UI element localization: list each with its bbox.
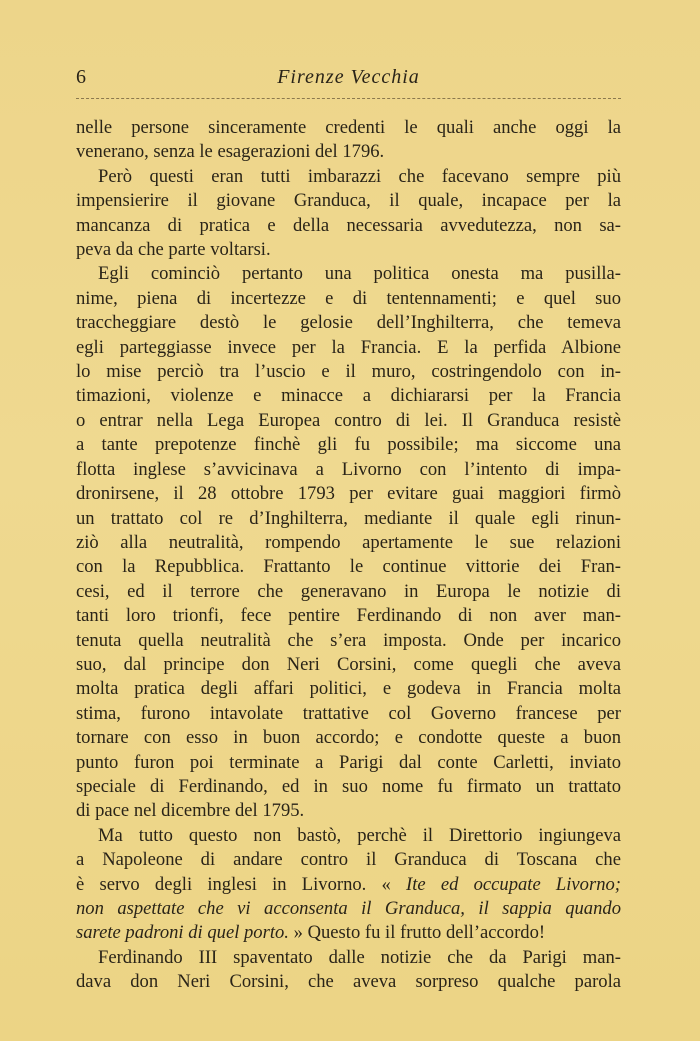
text-line: o entrar nella Lega Europea contro di lei. Il Granduca resistè xyxy=(76,409,621,431)
paragraph-2 xyxy=(76,165,621,263)
header-rule xyxy=(76,98,621,99)
text-line: con la Repubblica. Frattanto le continue vittorie dei Fran- xyxy=(76,556,621,578)
text-line: tanti loro trionfi, fece pentire Ferdinando di non aver man- xyxy=(76,605,621,627)
text-line: a tante prepotenze finchè gli fu possibile; ma siccome una xyxy=(76,434,621,456)
running-title: Firenze Vecchia xyxy=(277,66,420,88)
text-line: timazioni, violenze e minacce a dichiararsi per la Francia xyxy=(76,385,621,407)
text-line: punto furon poi terminate a Parigi dal conte Carletti, inviato xyxy=(76,751,621,773)
text-line: egli parteggiasse invece per la Francia. E la perfida Albione xyxy=(76,336,621,358)
text-line: tornare con esso in buon accordo; e condotte queste a buon xyxy=(76,727,621,749)
text-line: speciale di Ferdinando, ed in suo nome fu firmato un trattato xyxy=(76,775,621,797)
text-segment: » Questo fu il frutto dell’accordo! xyxy=(293,922,546,944)
text-line: un trattato col re d’Inghilterra, mediante il quale egli rinun- xyxy=(76,507,621,529)
text-line: lo mise perciò tra l’uscio e il muro, costringendolo con in- xyxy=(76,361,621,383)
text-line: Egli cominciò pertanto una politica onesta ma pusilla- xyxy=(98,263,621,285)
text-line: Ferdinando III spaventato dalle notizie che da Parigi man- xyxy=(98,946,621,968)
paragraph-1 xyxy=(76,116,621,165)
text-segment: è servo degli inglesi in Livorno. « xyxy=(76,873,391,895)
paragraph-5 xyxy=(76,946,621,995)
text-line: di pace nel dicembre del 1795. xyxy=(76,800,305,822)
text-line: molta pratica degli affari politici, e godeva in Francia molta xyxy=(76,678,621,700)
text-line: ziò alla neutralità, rompendo apertamente le sue relazioni xyxy=(76,531,621,553)
text-line: mancanza di pratica e della necessaria avvedutezza, non sa- xyxy=(76,214,621,236)
text-line xyxy=(76,873,621,897)
page-number: 6 xyxy=(76,66,87,88)
quotation-italic: non aspettate che vi acconsenta il Granduca, il sappia quando xyxy=(76,898,621,919)
quotation-italic: sarete padroni di quel porto. xyxy=(76,922,289,944)
text-line: Però questi eran tutti imbarazzi che facevano sempre più xyxy=(98,165,621,187)
text-line: suo, dal principe don Neri Corsini, come quegli che aveva xyxy=(76,653,621,675)
paragraph-3 xyxy=(76,262,621,823)
text-line xyxy=(76,897,621,921)
text-line: traccheggiare destò le gelosie dell’Inghilterra, che temeva xyxy=(76,312,621,334)
quotation-italic: Ite ed occupate Livorno; xyxy=(406,873,621,895)
text-line: stima, furono intavolate trattative col Governo francese per xyxy=(76,702,621,724)
text-line: cesi, ed il terrore che generavano in Europa le notizie di xyxy=(76,580,621,602)
text-line: dava don Neri Corsini, che aveva sorpreso qualche parola xyxy=(76,971,621,993)
paragraph-4 xyxy=(76,824,621,946)
page-header xyxy=(76,64,621,98)
text-line: peva da che parte voltarsi. xyxy=(76,239,271,261)
text-line: dronirsene, il 28 ottobre 1793 per evitare guai maggiori firmò xyxy=(76,483,621,505)
text-line: Ma tutto questo non bastò, perchè il Direttorio ingiungeva xyxy=(98,824,621,846)
text-line: nelle persone sinceramente credenti le quali anche oggi la xyxy=(76,117,621,138)
body-text xyxy=(76,116,621,995)
text-line: nime, piena di incertezze e di tentennamenti; e quel suo xyxy=(76,287,621,309)
text-line: venerano, senza le esagerazioni del 1796. xyxy=(76,141,385,163)
text-line xyxy=(76,921,621,945)
text-line: flotta inglese s’avvicinava a Livorno con l’intento di impa- xyxy=(76,458,621,480)
text-line: a Napoleone di andare contro il Granduca di Toscana che xyxy=(76,849,621,871)
text-line: tenuta quella neutralità che s’era imposta. Onde per incarico xyxy=(76,629,621,651)
text-line: impensierire il giovane Granduca, il quale, incapace per la xyxy=(76,190,621,212)
